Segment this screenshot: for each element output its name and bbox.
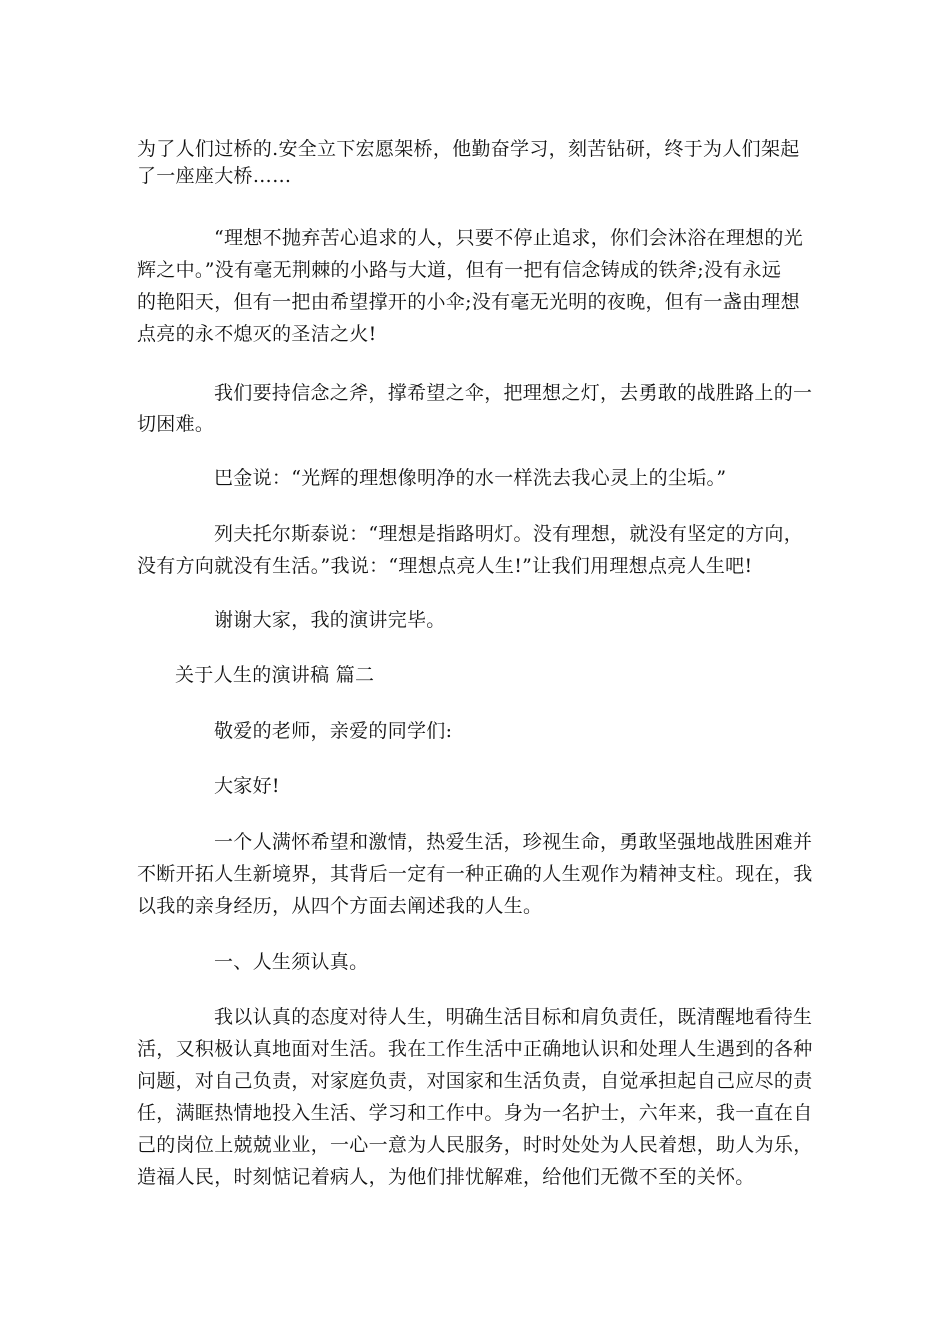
text-line: 造福人民，时刻惦记着病人，为他们排忧解难，给他们无微不至的关怀。 (137, 1166, 755, 1188)
text-line: 辉之中。”没有毫无荆棘的小路与大道，但有一把有信念铸成的铁斧;没有永远 (137, 259, 782, 281)
text-line: 谢谢大家，我的演讲完毕。 (214, 609, 446, 631)
text-line: 一、人生须认真。 (214, 951, 369, 973)
text-line: 巴金说：“光辉的理想像明净的水一样洗去我心灵上的尘垢。” (214, 467, 727, 489)
text-line: 活，又积极认真地面对生活。我在工作生活中正确地认识和处理人生遇到的各种 (137, 1038, 813, 1060)
text-line: 我以认真的态度对待人生，明确生活目标和肩负责任，既清醒地看待生 (214, 1006, 813, 1028)
text-line: 任，满眶热情地投入生活、学习和工作中。身为一名护士，六年来，我一直在自 (137, 1102, 813, 1124)
text-line: 己的岗位上兢兢业业，一心一意为人民服务，时时处处为人民着想，助人为乐， (137, 1134, 813, 1156)
text-line: 问题，对自己负责，对家庭负责，对国家和生活负责，自觉承担起自己应尽的责 (137, 1070, 813, 1092)
text-line: 了一座座大桥…… (137, 165, 292, 187)
text-line: 为了人们过桥的.安全立下宏愿架桥，他勤奋学习，刻苦钻研，终于为人们架起 (137, 138, 800, 160)
text-line: 一个人满怀希望和激情，热爱生活，珍视生命，勇敢坚强地战胜困难并 (214, 831, 813, 853)
text-line: 没有方向就没有生活。”我说：“理想点亮人生!”让我们用理想点亮人生吧! (137, 555, 753, 577)
text-line: 切困难。 (137, 413, 215, 435)
text-line: 点亮的永不熄灭的圣洁之火! (137, 323, 377, 345)
text-line: 我们要持信念之斧，撑希望之伞，把理想之灯，去勇敢的战胜路上的一 (214, 382, 813, 404)
text-line: 不断开拓人生新境界，其背后一定有一种正确的人生观作为精神支柱。现在，我 (137, 863, 813, 885)
text-line: 以我的亲身经历，从四个方面去阐述我的人生。 (137, 895, 543, 917)
section-heading: 关于人生的演讲稿 篇二 (175, 664, 375, 686)
text-line: “理想不抛弃苦心追求的人，只要不停止追求，你们会沐浴在理想的光 (214, 227, 804, 249)
text-line: 大家好! (214, 775, 280, 797)
text-line: 的艳阳天，但有一把由希望撑开的小伞;没有毫无光明的夜晚，但有一盏由理想 (137, 291, 800, 313)
text-line: 列夫托尔斯泰说：“理想是指路明灯。没有理想，就没有坚定的方向， (214, 523, 804, 545)
text-line: 敬爱的老师，亲爱的同学们: (214, 720, 453, 742)
